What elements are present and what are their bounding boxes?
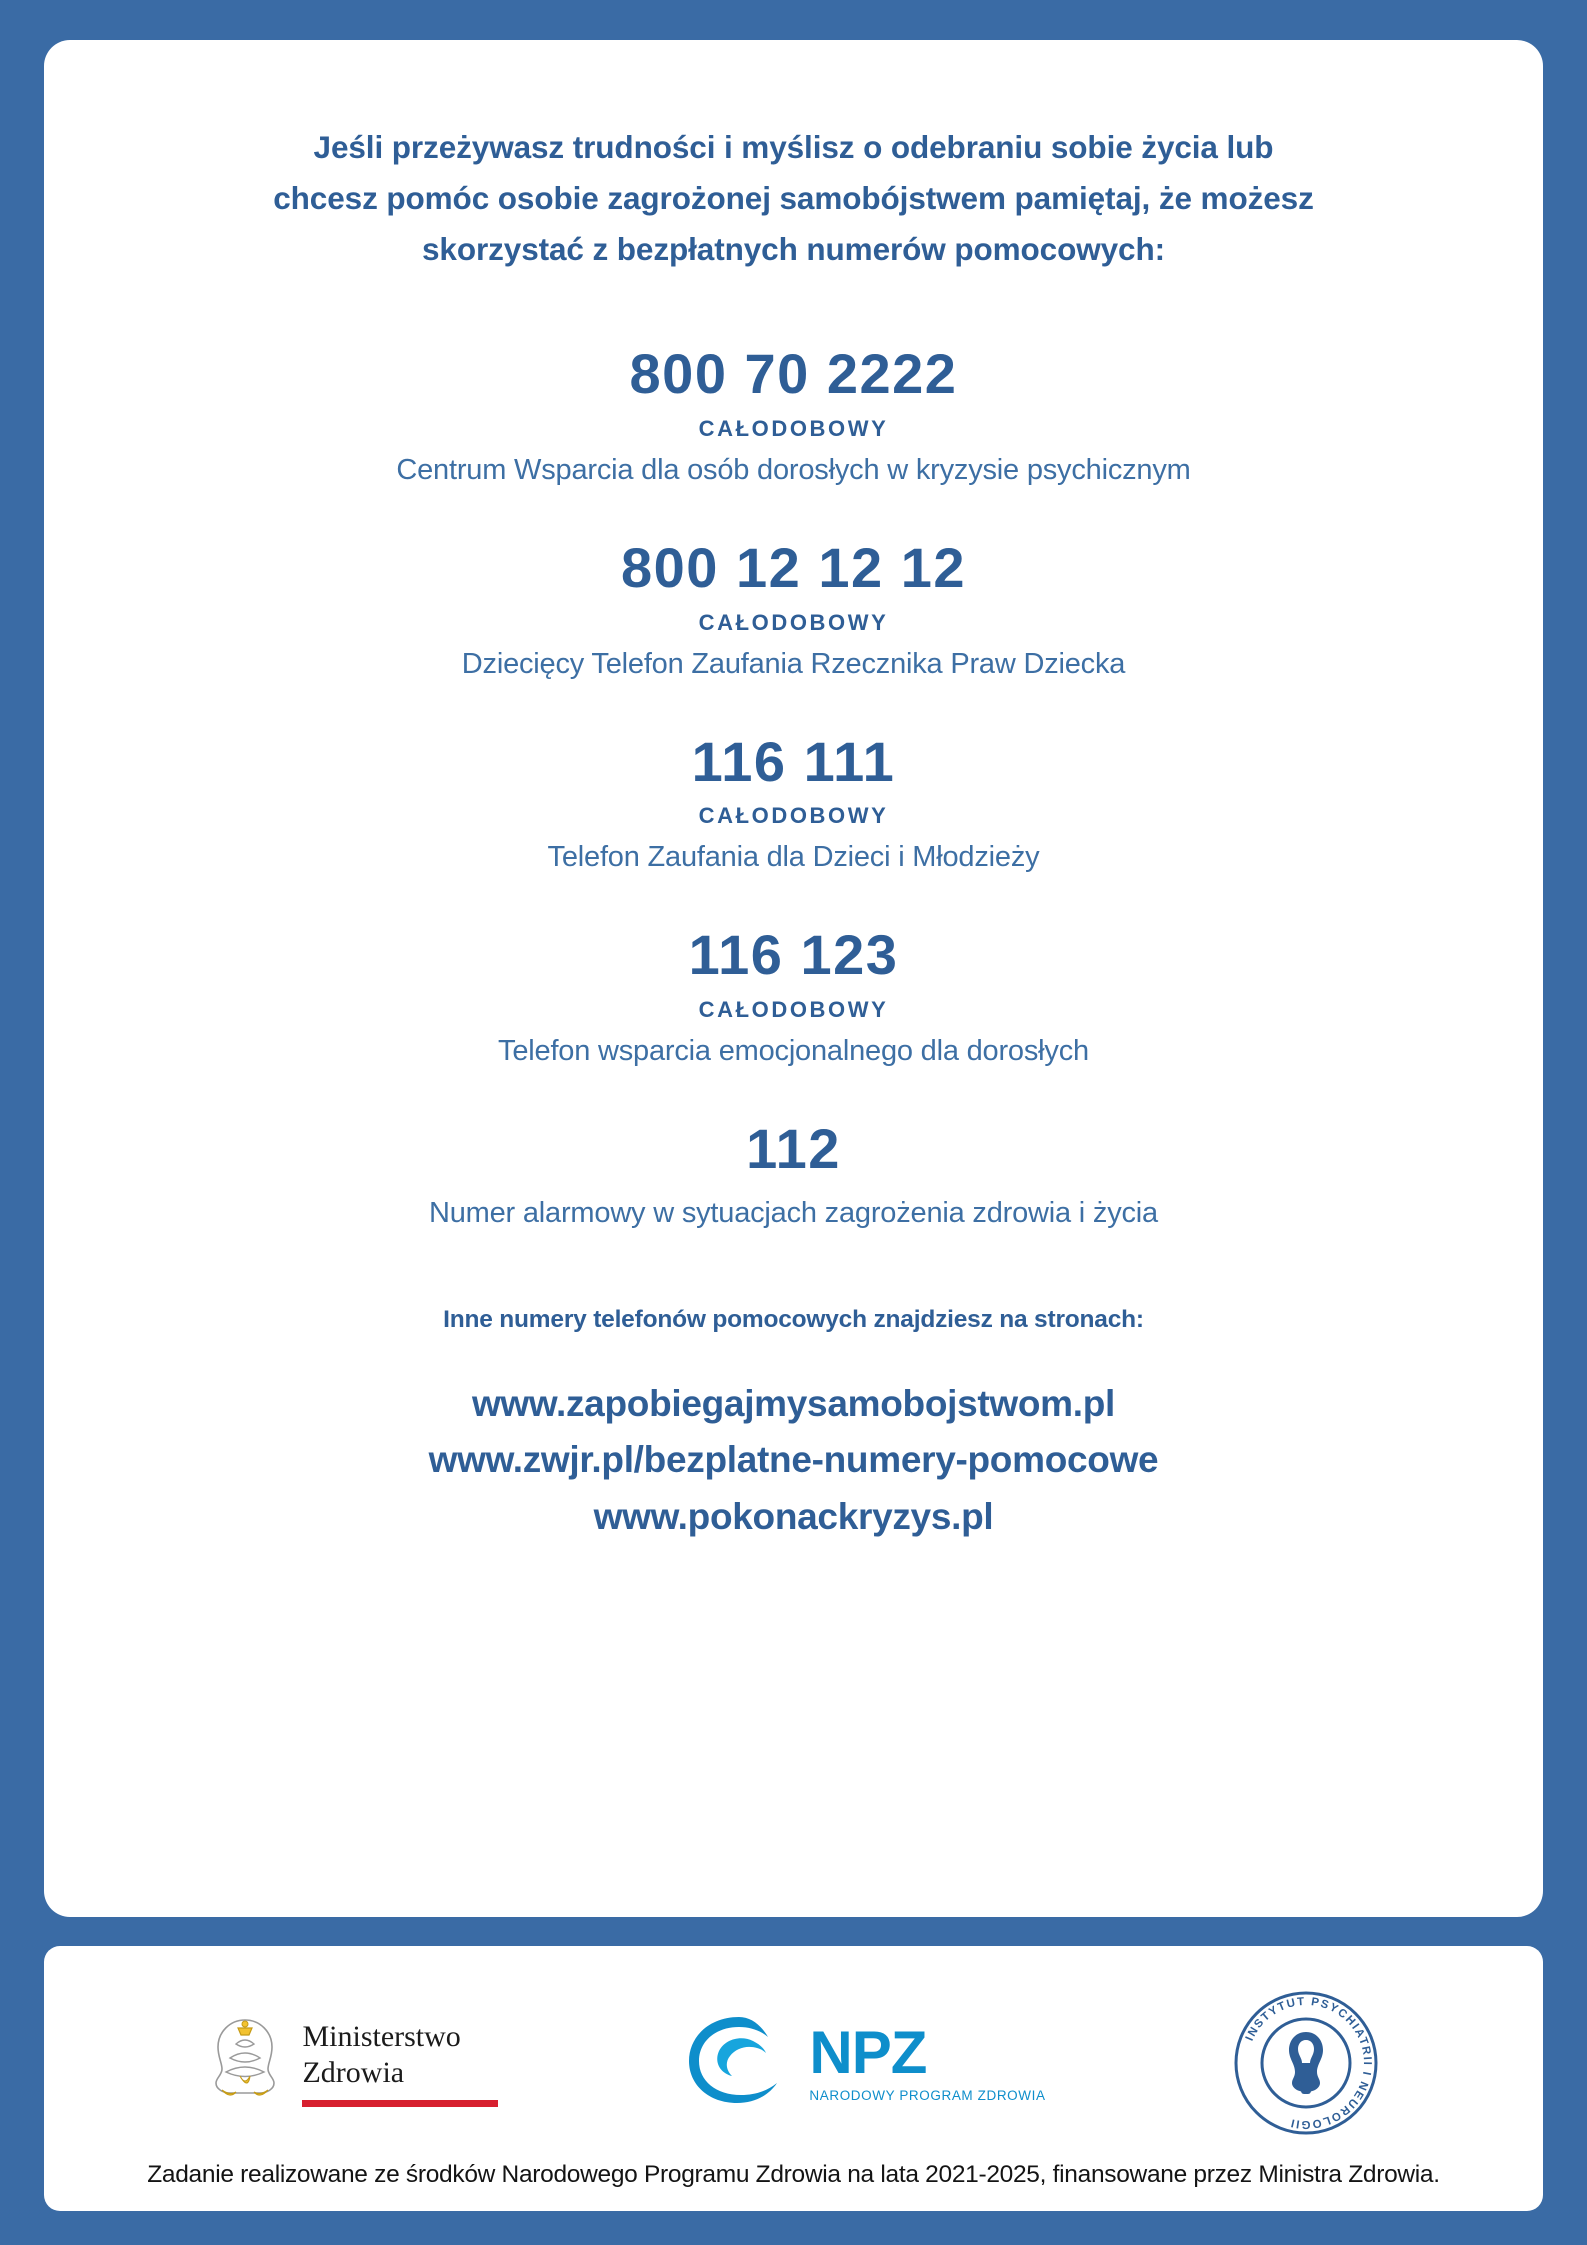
ministry-line-1: Ministerstwo (302, 2019, 461, 2053)
intro-line-2: chcesz pomóc osobie zagrożonej samobójstwem pamiętaj, że możesz (273, 180, 1314, 217)
ministry-wordmark (302, 2019, 498, 2107)
helpline-description: Centrum Wsparcia dla osób dorosłych w kryzysie psychicznym (396, 453, 1191, 486)
ipin-round-logo-icon (1231, 1988, 1381, 2138)
npz-wordmark (809, 2018, 1046, 2103)
main-content-card (44, 40, 1543, 1917)
intro-paragraph (214, 122, 1374, 275)
npz-subtitle: NARODOWY PROGRAM ZDROWIA (809, 2087, 1046, 2103)
npz-word: NPZ (809, 2018, 927, 2086)
website-link[interactable]: www.zapobiegajmysamobojstwom.pl (471, 1383, 1116, 1425)
helpline-item (114, 342, 1473, 487)
footer-card (44, 1946, 1543, 2211)
ministry-line-2: Zdrowia (302, 2055, 405, 2089)
ministry-red-rule (302, 2100, 498, 2107)
website-links (114, 1376, 1473, 1545)
helpline-availability: CAŁODOBOWY (698, 415, 889, 441)
helpline-item (114, 729, 1473, 875)
helpline-description: Dziecięcy Telefon Zaufania Rzecznika Praw Dziecka (461, 647, 1126, 680)
helpline-list (114, 342, 1473, 1230)
intro-line-1: Jeśli przeżywasz trudności i myślisz o odebraniu sobie życia lub (313, 129, 1274, 165)
helpline-item (114, 923, 1473, 1068)
website-link[interactable]: www.zwjr.pl/bezplatne-numery-pomocowe (428, 1439, 1159, 1481)
npz-logo (683, 2011, 1045, 2114)
logo-row (74, 1964, 1513, 2161)
emergency-item (114, 1117, 1473, 1230)
emergency-description: Numer alarmowy w sytuacjach zagrożenia zdrowia i życia (429, 1197, 1158, 1230)
npz-swirl-mark-icon (683, 2011, 795, 2114)
ministry-of-health-logo (206, 2014, 498, 2111)
helpline-description: Telefon wsparcia emocjonalnego dla dorosłych (498, 1035, 1089, 1068)
svg-text:INSTYTUT PSYCHIATRII I NEUROLO: INSTYTUT PSYCHIATRII I NEUROLOGII (1243, 1995, 1373, 2130)
helpline-availability: CAŁODOBOWY (698, 803, 889, 829)
helpline-availability: CAŁODOBOWY (698, 997, 889, 1023)
emergency-number[interactable]: 112 (746, 1117, 841, 1181)
helpline-number[interactable]: 800 70 2222 (629, 342, 958, 406)
helpline-number[interactable]: 800 12 12 12 (621, 535, 966, 599)
helpline-item (114, 535, 1473, 681)
intro-line-3: skorzystać z bezpłatnych numerów pomocowych: (421, 231, 1166, 268)
ipin-logo (1231, 1988, 1381, 2138)
helpline-number[interactable]: 116 111 (691, 729, 896, 793)
helpline-number[interactable]: 116 123 (688, 923, 899, 987)
helpline-description: Telefon Zaufania dla Dzieci i Młodzieży (547, 841, 1040, 874)
polish-eagle-emblem-icon (206, 2014, 284, 2111)
other-numbers-label: Inne numery telefonów pomocowych znajdziesz na stronach: (443, 1306, 1144, 1334)
funding-note: Zadanie realizowane ze środków Narodowego Programu Zdrowia na lata 2021-2025, finansowane przez Ministra Zdrowia. (147, 2161, 1440, 2188)
website-link[interactable]: www.pokonackryzys.pl (593, 1495, 994, 1537)
helpline-availability: CAŁODOBOWY (698, 609, 889, 635)
